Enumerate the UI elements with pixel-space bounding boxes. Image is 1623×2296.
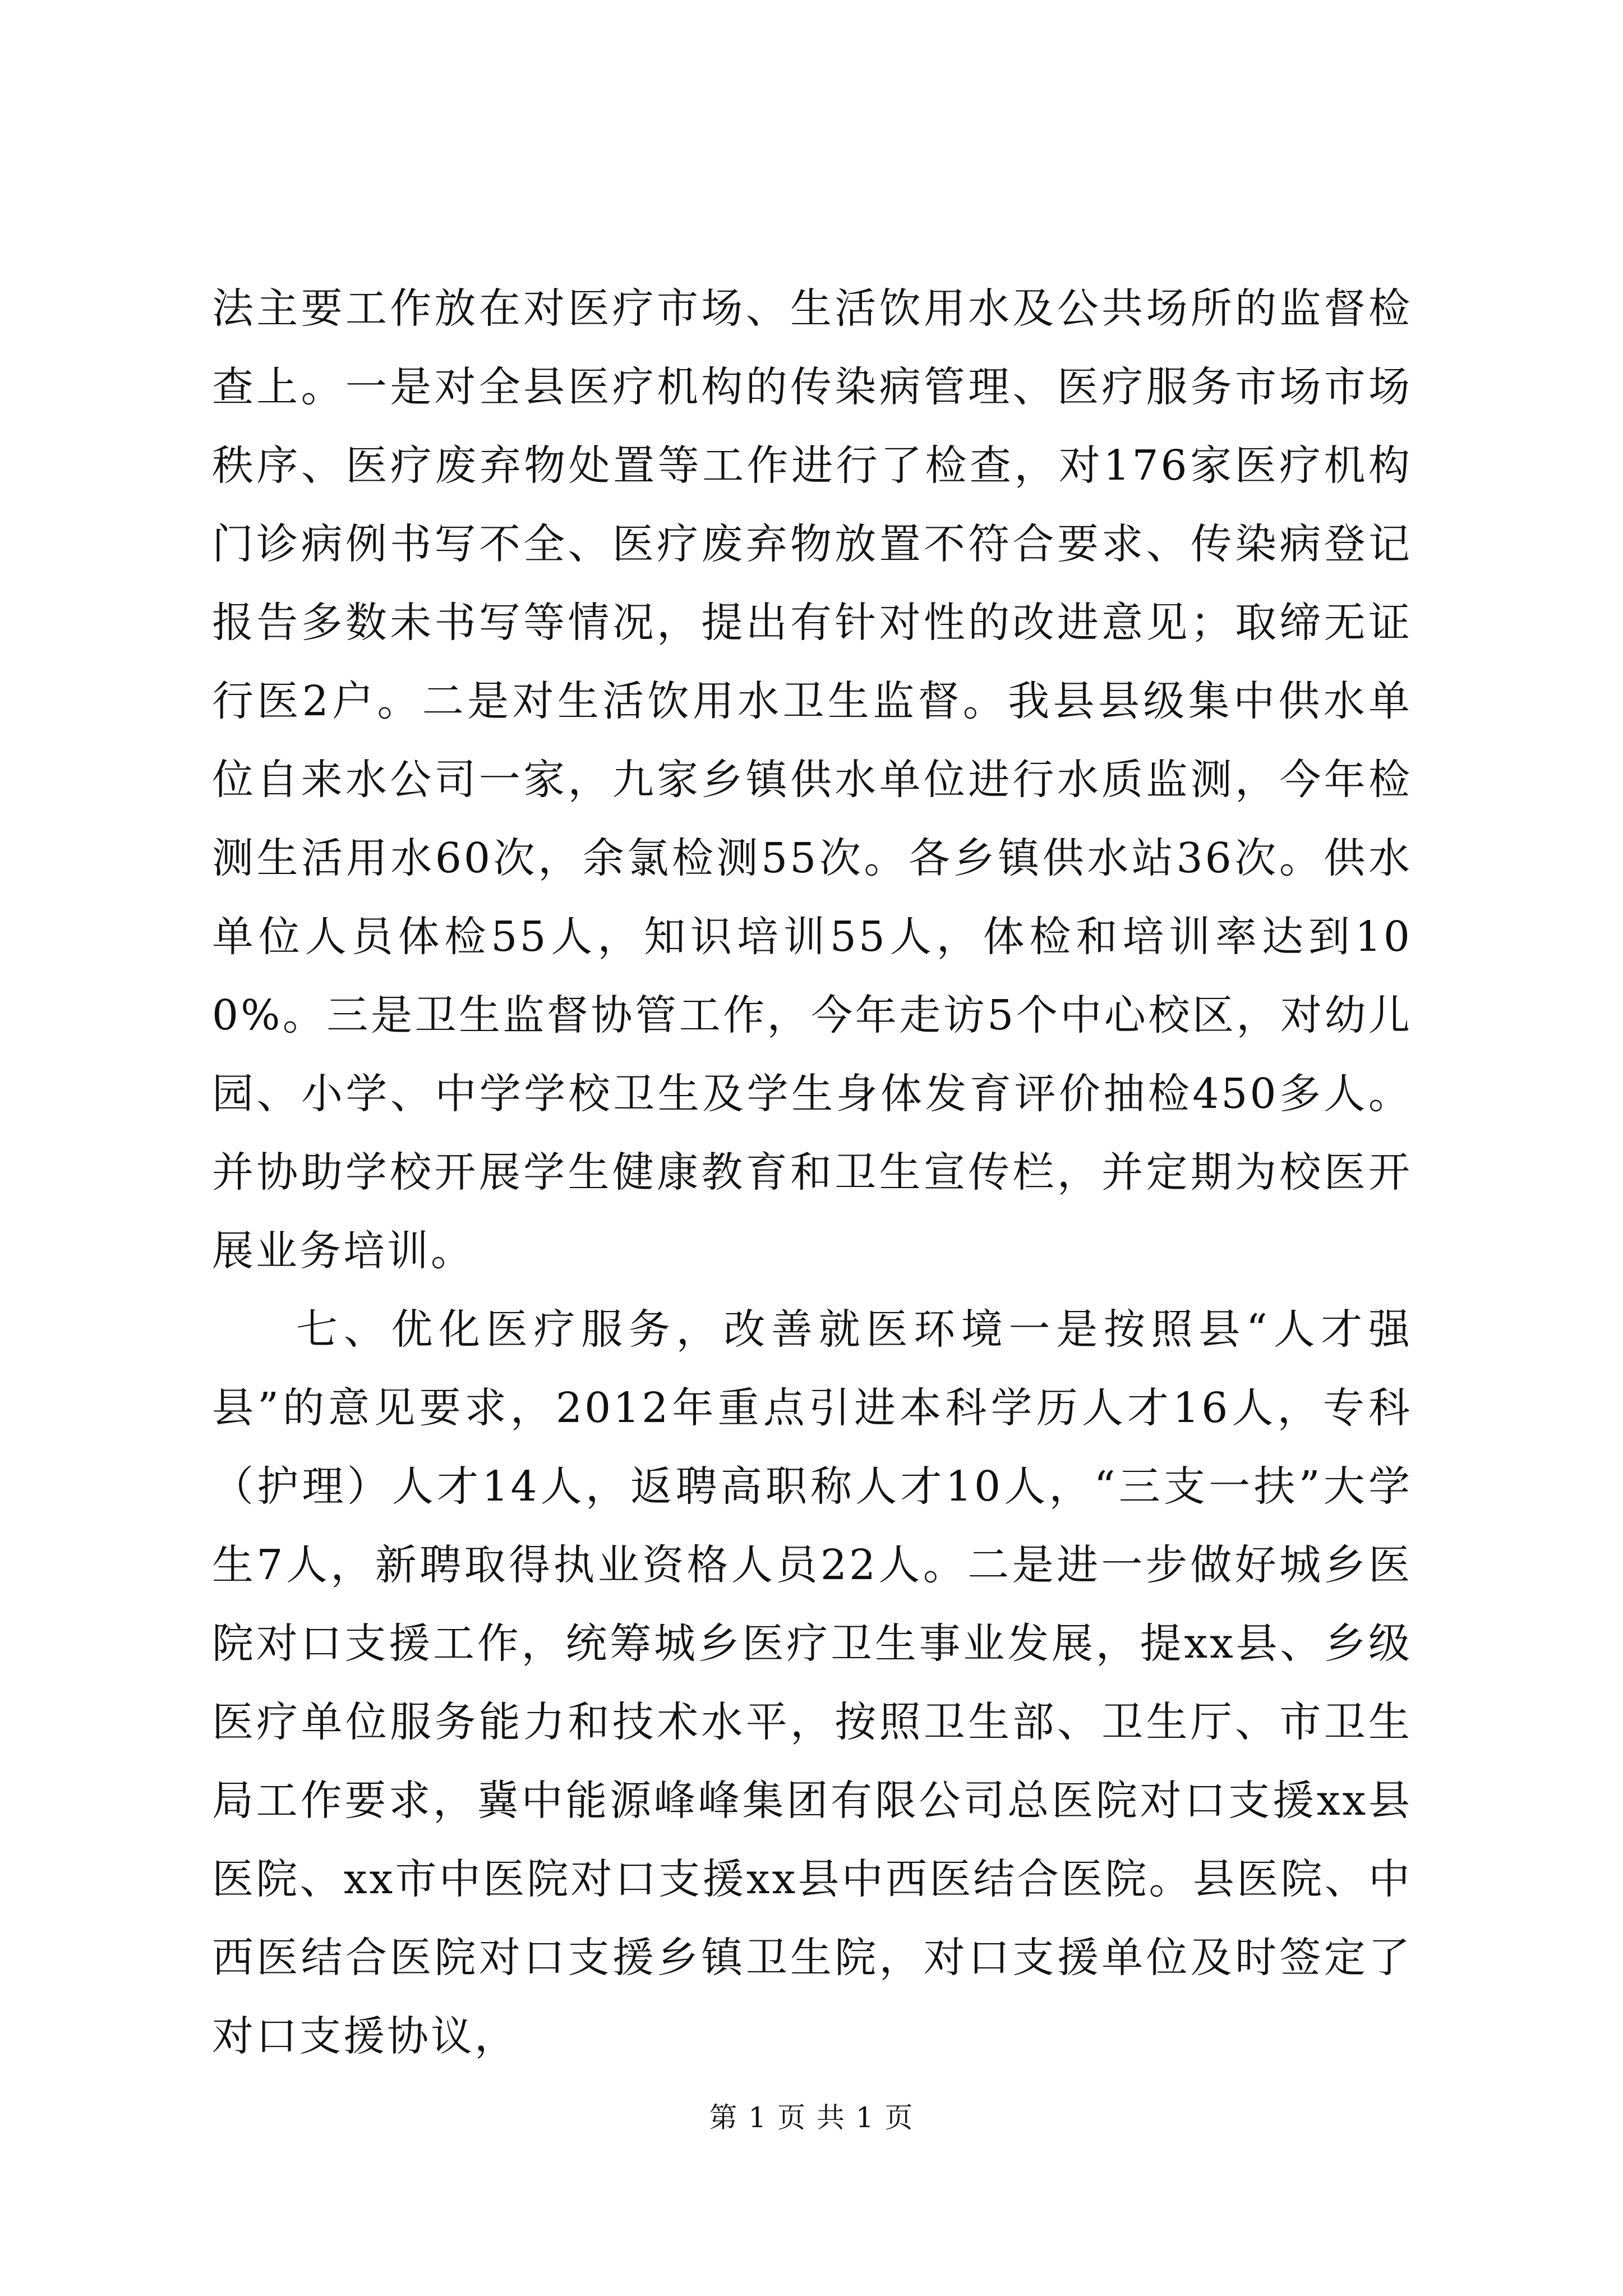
page-footer: 第 1 页 共 1 页 — [709, 2101, 914, 2134]
document-body — [212, 269, 1412, 2076]
paragraph-2: 七、优化医疗服务，改善就医环境一是按照县“人才强县”的意见要求，2012年重点引进本科学历人才16人，专科（护理）人才14人，返聘高职称人才10人，“三支一扶”大学生7人，新聘取得执业资格人员22人。二是进一步做好城乡医院对口支援工作，统筹城乡医疗卫生事业发展，提xx县、乡级医疗单位服务能力和技术水平，按照卫生部、卫生厅、市卫生局工作要求，冀中能源峰峰集团有限公司总医院对口支援xx县医院、xx市中医院对口支援xx县中西医结合医院。县医院、中西医结合医院对口支援乡镇卫生院，对口支援单位及时签定了对口支援协议， — [212, 1305, 1412, 2060]
paragraph-1: 法主要工作放在对医疗市场、生活饮用水及公共场所的监督检查上。一是对全县医疗机构的传染病管理、医疗服务市场市场秩序、医疗废弃物处置等工作进行了检查，对176家医疗机构门诊病例书写不全、医疗废弃物放置不符合要求、传染病登记报告多数未书写等情况，提出有针对性的改进意见；取缔无证行医2户。二是对生活饮用水卫生监督。我县县级集中供水单位自来水公司一家，九家乡镇供水单位进行水质监测，今年检测生活用水60次，余氯检测55次。各乡镇供水站36次。供水单位人员体检55人，知识培训55人，体检和培训率达到100%。三是卫生监督协管工作，今年走访5个中心校区，对幼儿园、小学、中学学校卫生及学生身体发育评价抽检450多人。并协助学校开展学生健康教育和卫生宣传栏，并定期为校医开展业务培训。 — [212, 284, 1412, 1275]
